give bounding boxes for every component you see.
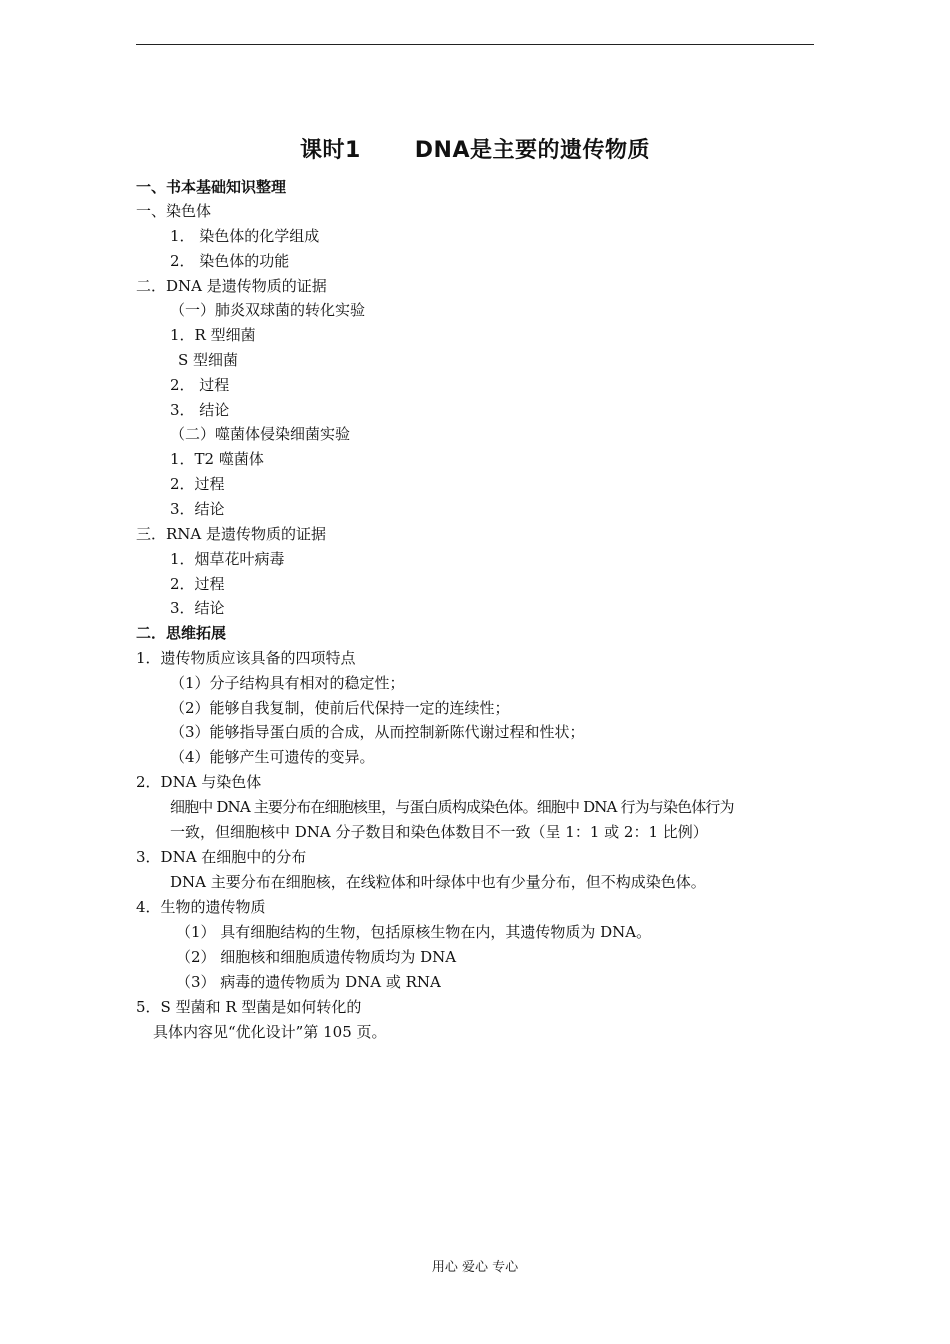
- subheading-transformation: （一）肺炎双球菌的转化实验: [170, 301, 366, 319]
- paragraph-line: 具体内容见“优化设计”第 105 页。: [153, 1023, 387, 1041]
- header-rule: [136, 44, 814, 45]
- list-item: 1．烟草花叶病毒: [170, 550, 285, 568]
- list-item: 3． 结论: [170, 401, 230, 419]
- paragraph-line: 一致，但细胞核中 DNA 分子数目和染色体数目不一致（呈 1：1 或 2：1 比例）: [170, 823, 708, 841]
- list-item: 1．遗传物质应该具备的四项特点: [136, 649, 356, 667]
- list-item: （1）分子结构具有相对的稳定性；: [170, 674, 405, 692]
- section-heading-extension: 二．思维拓展: [136, 624, 227, 642]
- page-footer: 用心 爱心 专心: [431, 1260, 519, 1275]
- list-item: 1．R 型细菌: [170, 326, 256, 344]
- list-item: 1．T2 噬菌体: [170, 450, 264, 468]
- list-item: 2．过程: [170, 575, 225, 593]
- heading-chromosome: 一、染色体: [136, 202, 212, 220]
- list-item: 5．S 型菌和 R 型菌是如何转化的: [136, 998, 362, 1016]
- list-item: 3．DNA 在细胞中的分布: [136, 848, 307, 866]
- list-item: （2） 细胞核和细胞质遗传物质均为 DNA: [176, 948, 457, 966]
- title-lesson: 课时1: [299, 138, 361, 163]
- list-item: 3．结论: [170, 599, 225, 617]
- list-item: 4．生物的遗传物质: [136, 898, 266, 916]
- page-title: [0, 133, 950, 164]
- title-topic: DNA是主要的遗传物质: [414, 138, 650, 163]
- list-item: （3）能够指导蛋白质的合成，从而控制新陈代谢过程和性状；: [170, 723, 585, 741]
- heading-dna-evidence: 二．DNA 是遗传物质的证据: [136, 277, 327, 295]
- list-item: 1． 染色体的化学组成: [170, 227, 320, 245]
- section-heading-basics: 一、书本基础知识整理: [136, 178, 287, 196]
- list-item: （2）能够自我复制，使前后代保持一定的连续性；: [170, 699, 510, 717]
- list-item: 2． 染色体的功能: [170, 252, 290, 270]
- list-item: S 型细菌: [178, 351, 239, 369]
- heading-rna-evidence: 三．RNA 是遗传物质的证据: [136, 525, 327, 543]
- list-item: 2．过程: [170, 475, 225, 493]
- list-item: （4）能够产生可遗传的变异。: [170, 748, 375, 766]
- list-item: （3） 病毒的遗传物质为 DNA 或 RNA: [176, 973, 441, 991]
- paragraph-line: DNA 主要分布在细胞核，在线粒体和叶绿体中也有少量分布，但不构成染色体。: [170, 873, 706, 891]
- subheading-phage: （二）噬菌体侵染细菌实验: [170, 425, 351, 443]
- list-item: 2．DNA 与染色体: [136, 773, 262, 791]
- list-item: 2． 过程: [170, 376, 230, 394]
- list-item: （1） 具有细胞结构的生物，包括原核生物在内，其遗传物质为 DNA。: [176, 923, 652, 941]
- paragraph-line: 细胞中 DNA 主要分布在细胞核里，与蛋白质构成染色体。细胞中 DNA 行为与染色体行为: [170, 798, 734, 816]
- list-item: 3．结论: [170, 500, 225, 518]
